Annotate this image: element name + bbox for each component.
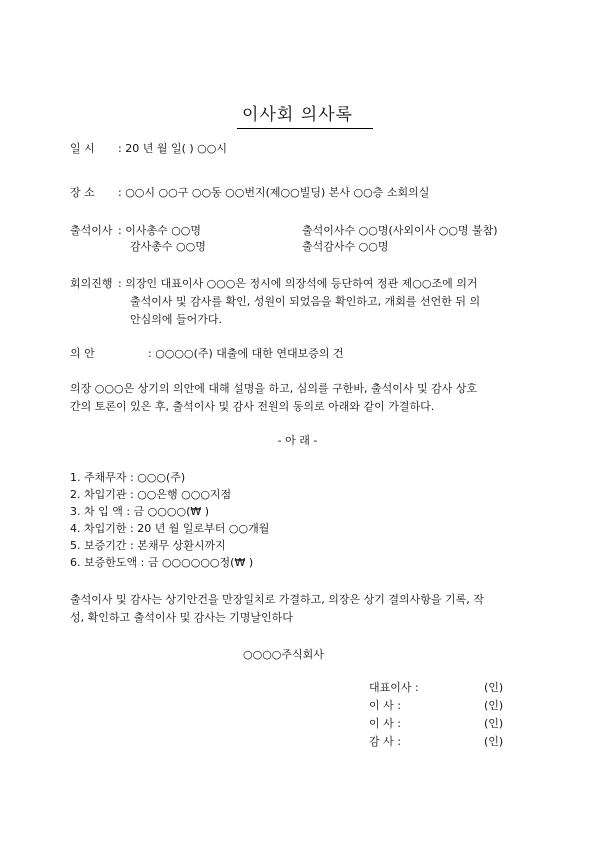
list-item: 5. 보증기간 : 본채무 상환시까지 [70, 539, 226, 552]
discussion-line: 의장 ○○○은 상기의 의안에 대해 설명을 하고, 심의를 구한바, 출석이사 및 감사 상호 [70, 382, 478, 395]
agenda-label: 의 안 [70, 347, 95, 360]
signature-role: 이 사 : [369, 699, 401, 712]
directors-total: : 이사총수 ○○명 [118, 224, 202, 237]
list-item: 4. 차입기한 : 20 년 월 일로부터 ○○개월 [70, 522, 270, 535]
auditors-present: 출석감사수 ○○명 [302, 240, 389, 253]
title-underline [237, 128, 373, 129]
auditors-total: 감사총수 ○○명 [130, 240, 206, 253]
company-name: ○○○○주식회사 [243, 648, 324, 661]
place-label: 장 소 [70, 186, 95, 199]
signature-role: 감 사 : [369, 735, 401, 748]
seal-mark: (인) [484, 699, 504, 712]
list-item: 3. 차 입 액 : 금 ○○○○(₩ ) [70, 505, 210, 518]
list-item: 2. 차입기관 : ○○은행 ○○○지점 [70, 488, 232, 501]
seal-mark: (인) [484, 735, 504, 748]
conclusion-line: 출석이사 및 감사는 상기안건을 만장일치로 가결하고, 의장은 상기 결의사항을 기록, 작 [70, 593, 484, 606]
document-title: 이사회 의사록 [242, 105, 353, 125]
proceedings-line: 출석이사 및 감사를 확인, 성원이 되었음을 확인하고, 개회를 선언한 뒤 의 [130, 295, 481, 308]
proceedings-line: 안심의에 들어가다. [130, 313, 223, 326]
attendance-label: 출석이사 [70, 224, 113, 237]
seal-mark: (인) [484, 681, 504, 694]
place-value: : ○○시 ○○구 ○○동 ○○번지(제○○빌딩) 본사 ○○층 소회의실 [118, 186, 430, 199]
below-heading: - 아 래 - [277, 434, 318, 447]
list-item: 1. 주채무자 : ○○○(주) [70, 471, 186, 484]
signature-role: 이 사 : [369, 717, 401, 730]
conclusion-line: 성, 확인하고 출석이사 및 감사는 기명날인하다 [70, 611, 293, 624]
list-item: 6. 보증한도액 : 금 ○○○○○○정(₩ ) [70, 556, 254, 569]
proceedings-line: : 의장인 대표이사 ○○○은 정시에 의장석에 등단하여 정관 제○○조에 의거 [118, 277, 478, 290]
discussion-line: 간의 토론이 있은 후, 출석이사 및 감사 전원의 동의로 아래와 같이 가결하다. [70, 400, 435, 413]
signature-role: 대표이사 : [369, 681, 419, 694]
agenda-value: : ○○○○(주) 대출에 대한 연대보증의 건 [148, 347, 344, 360]
proceedings-label: 회의진행 [70, 277, 113, 290]
seal-mark: (인) [484, 717, 504, 730]
datetime-label: 일 시 [70, 142, 95, 155]
datetime-value: : 20 년 월 일( ) ○○시 [118, 142, 227, 155]
directors-present: 출석이사수 ○○명(사외이사 ○○명 불참) [302, 224, 498, 237]
